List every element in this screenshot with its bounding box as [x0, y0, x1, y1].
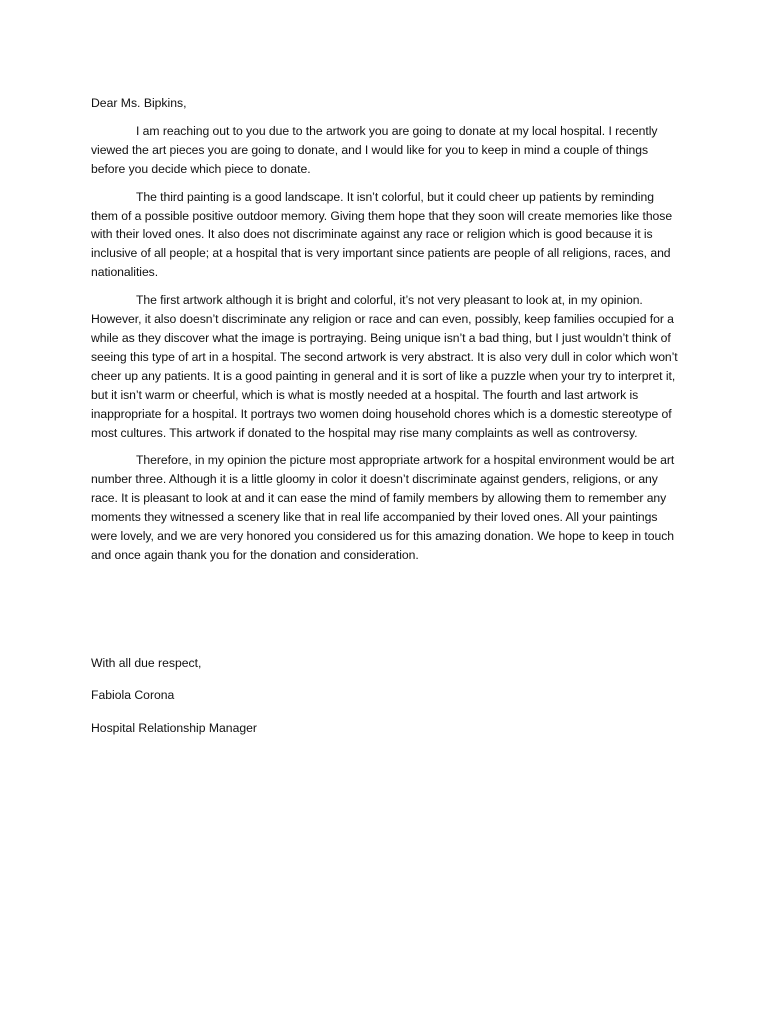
signature-title: Hospital Relationship Manager [91, 720, 257, 735]
closing-block [91, 654, 681, 751]
signature-name: Fabiola Corona [91, 688, 175, 703]
closing: With all due respect, [91, 656, 202, 670]
paragraph-4: Therefore, in my opinion the picture most appropriate artwork for a hospital environment would be art number three. Although it is a little gloomy in color it doesn’t discriminate against genders, religions, or any race. It is pleasant to look at and it can ease the mind of family members by allowing them to remember any moments they witnessed a scenery like that in real life accompanied by their loved ones. All your paintings were lovely, and we are very honored you considered us for this amazing donation. We hope to keep in touch and once again thank you for the donation and consideration. [91, 453, 675, 562]
paragraph-1: I am reaching out to you due to the artwork you are going to donate at my local hospital. I recently viewed the art pieces you are going to donate, and I would like for you to keep in mind a couple of things before you decide which piece to donate. [91, 123, 658, 176]
paragraph-2: The third painting is a good landscape. It isn’t colorful, but it could cheer up patients by reminding them of a possible positive outdoor memory. Giving them hope that they soon will create memories like those with their loved ones. It also does not discriminate against any race or religion which is good because it is inclusive of all people; at a hospital that is very important since patients are people of all religions, races, and nationalities. [91, 189, 673, 280]
letter-body [91, 94, 681, 574]
paragraph-3: The first artwork although it is bright and colorful, it’s not very pleasant to look at, in my opinion. However, it also doesn’t discriminate any religion or race and can even, possibly, keep families occupied for a while as they discover what the image is portraying. Being unique isn’t a bad thing, but I just wouldn’t think of seeing this type of art in a hospital. The second artwork is very abstract. It is also very dull in color which won’t cheer up any patients. It is a good painting in general and it is sort of like a puzzle when your try to interpret it, but it isn’t warm or cheerful, which is what is mostly needed at a hospital. The fourth and last artwork is inappropriate for a hospital. It portrays two women doing household chores which is a domestic stereotype of most cultures. This artwork if donated to the hospital may rise many complaints as well as controversy. [91, 293, 678, 440]
salutation: Dear Ms. Bipkins, [91, 96, 187, 110]
